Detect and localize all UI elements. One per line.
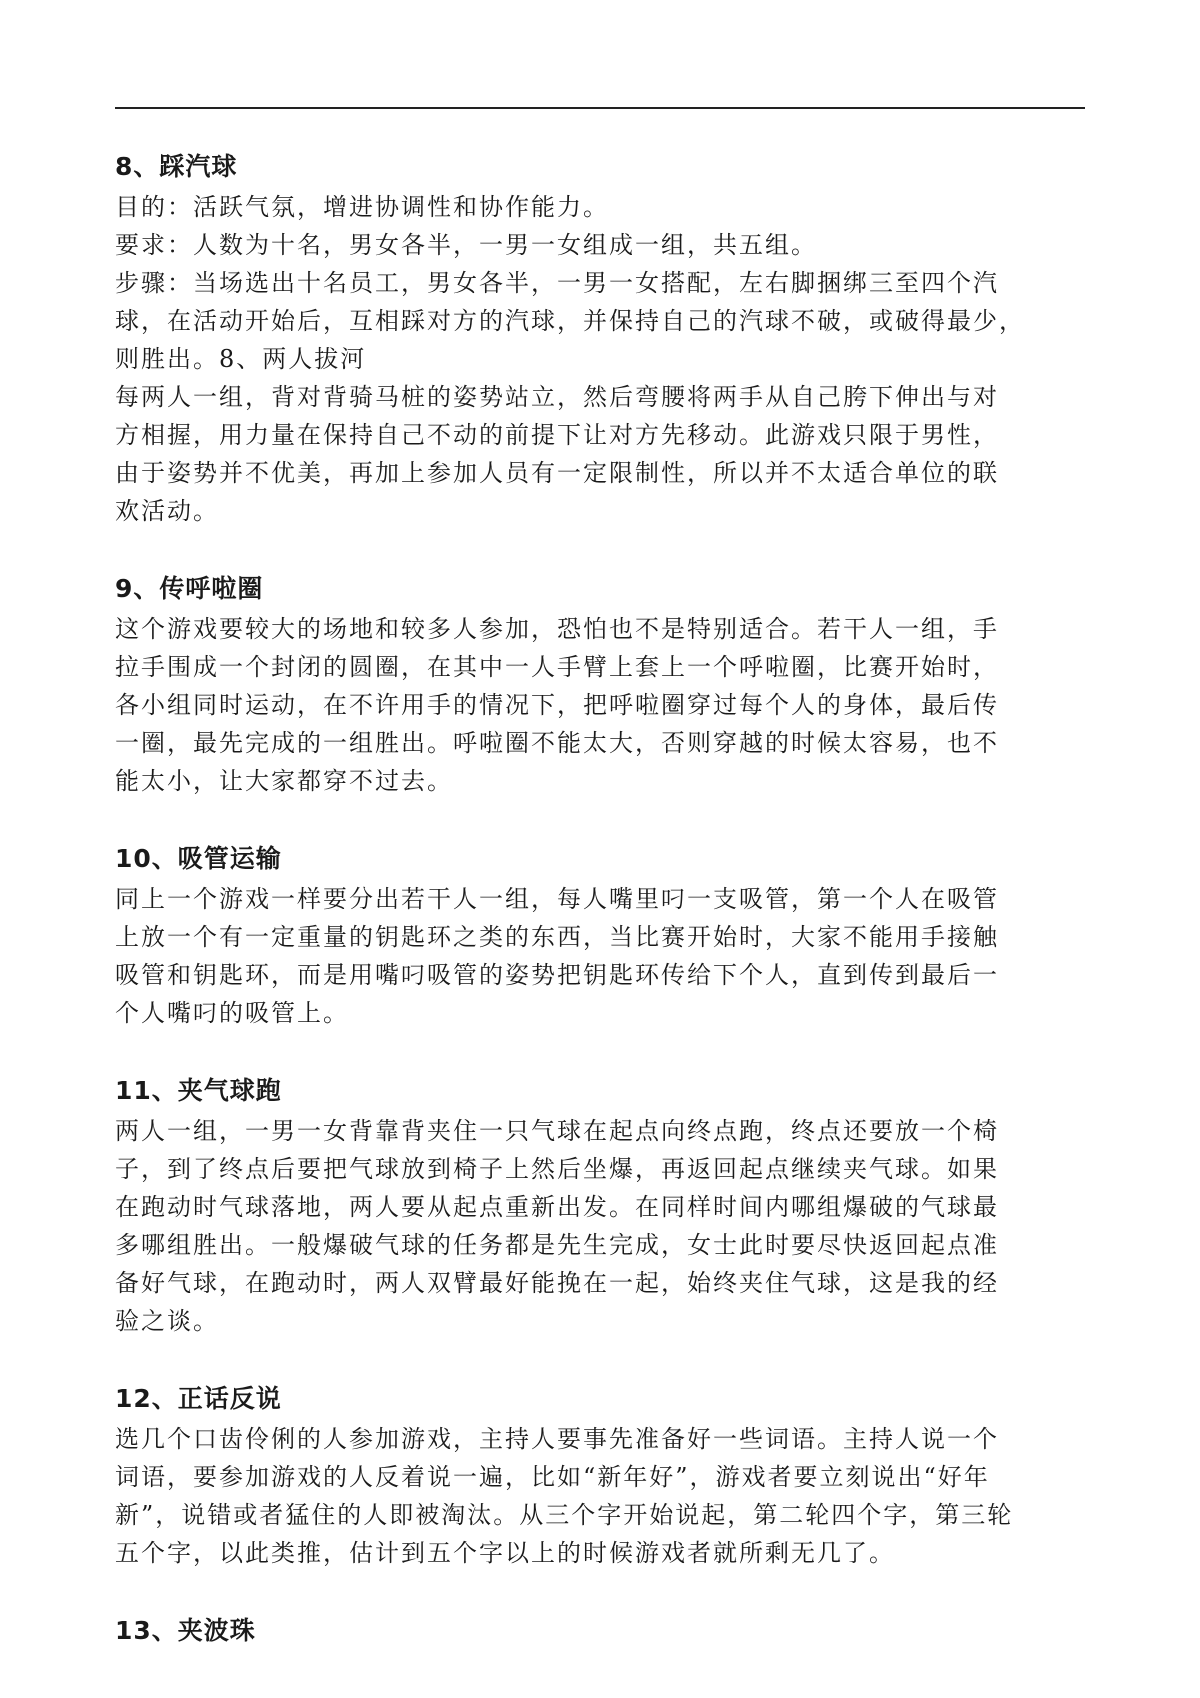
text-line: 能太小，让大家都穿不过去。 bbox=[115, 767, 453, 795]
section bbox=[115, 1612, 1085, 1650]
text-line: 方相握，用力量在保持自己不动的前提下让对方先移动。此游戏只限于男性， bbox=[115, 421, 999, 449]
text-line: 这个游戏要较大的场地和较多人参加，恐怕也不是特别适合。若干人一组，手 bbox=[115, 615, 999, 643]
document-body bbox=[115, 148, 1085, 1690]
section-title: 12、正话反说 bbox=[115, 1384, 282, 1413]
text-line: 要求：人数为十名，男女各半，一男一女组成一组，共五组。 bbox=[115, 231, 817, 259]
text-line: 多哪组胜出。一般爆破气球的任务都是先生完成，女士此时要尽快返回起点准 bbox=[115, 1231, 999, 1259]
text-line: 个人嘴叼的吸管上。 bbox=[115, 999, 349, 1027]
section-title: 11、夹气球跑 bbox=[115, 1076, 282, 1105]
section bbox=[115, 1380, 1085, 1572]
section-body bbox=[115, 1420, 1085, 1572]
section bbox=[115, 1072, 1085, 1340]
text-line: 验之谈。 bbox=[115, 1307, 219, 1335]
text-line: 步骤：当场选出十名员工，男女各半，一男一女搭配，左右脚捆绑三至四个汽 bbox=[115, 269, 999, 297]
text-line: 则胜出。8、两人拔河 bbox=[115, 345, 367, 373]
text-line: 欢活动。 bbox=[115, 497, 219, 525]
text-line: 同上一个游戏一样要分出若干人一组，每人嘴里叼一支吸管，第一个人在吸管 bbox=[115, 885, 999, 913]
text-line: 各小组同时运动，在不许用手的情况下，把呼啦圈穿过每个人的身体，最后传 bbox=[115, 691, 999, 719]
section bbox=[115, 570, 1085, 800]
text-line: 选几个口齿伶俐的人参加游戏，主持人要事先准备好一些词语。主持人说一个 bbox=[115, 1425, 999, 1453]
text-line: 两人一组，一男一女背靠背夹住一只气球在起点向终点跑，终点还要放一个椅 bbox=[115, 1117, 999, 1145]
section-body bbox=[115, 610, 1085, 800]
text-line: 一圈，最先完成的一组胜出。呼啦圈不能太大，否则穿越的时候太容易，也不 bbox=[115, 729, 999, 757]
header-rule bbox=[115, 107, 1085, 109]
section bbox=[115, 148, 1085, 530]
section-body bbox=[115, 1112, 1085, 1340]
section-title: 13、夹波珠 bbox=[115, 1616, 256, 1645]
text-line: 新”，说错或者猛住的人即被淘汰。从三个字开始说起，第二轮四个字，第三轮 bbox=[115, 1501, 1014, 1529]
section-body bbox=[115, 880, 1085, 1032]
text-line: 上放一个有一定重量的钥匙环之类的东西，当比赛开始时，大家不能用手接触 bbox=[115, 923, 999, 951]
text-line: 每两人一组，背对背骑马桩的姿势站立，然后弯腰将两手从自己胯下伸出与对 bbox=[115, 383, 999, 411]
section-body bbox=[115, 188, 1085, 530]
text-line: 拉手围成一个封闭的圆圈，在其中一人手臂上套上一个呼啦圈，比赛开始时， bbox=[115, 653, 999, 681]
section-title: 8、踩汽球 bbox=[115, 152, 238, 181]
text-line: 子，到了终点后要把气球放到椅子上然后坐爆，再返回起点继续夹气球。如果 bbox=[115, 1155, 999, 1183]
section-title: 10、吸管运输 bbox=[115, 844, 282, 873]
section bbox=[115, 840, 1085, 1032]
text-line: 词语，要参加游戏的人反着说一遍，比如“新年好”，游戏者要立刻说出“好年 bbox=[115, 1463, 990, 1491]
section-title: 9、传呼啦圈 bbox=[115, 574, 264, 603]
text-line: 球，在活动开始后，互相踩对方的汽球，并保持自己的汽球不破，或破得最少， bbox=[115, 307, 1025, 335]
text-line: 五个字，以此类推，估计到五个字以上的时候游戏者就所剩无几了。 bbox=[115, 1539, 895, 1567]
text-line: 在跑动时气球落地，两人要从起点重新出发。在同样时间内哪组爆破的气球最 bbox=[115, 1193, 999, 1221]
text-line: 目的：活跃气氛，增进协调性和协作能力。 bbox=[115, 193, 609, 221]
text-line: 备好气球，在跑动时，两人双臂最好能挽在一起，始终夹住气球，这是我的经 bbox=[115, 1269, 999, 1297]
text-line: 由于姿势并不优美，再加上参加人员有一定限制性，所以并不太适合单位的联 bbox=[115, 459, 999, 487]
text-line: 吸管和钥匙环，而是用嘴叼吸管的姿势把钥匙环传给下个人，直到传到最后一 bbox=[115, 961, 999, 989]
